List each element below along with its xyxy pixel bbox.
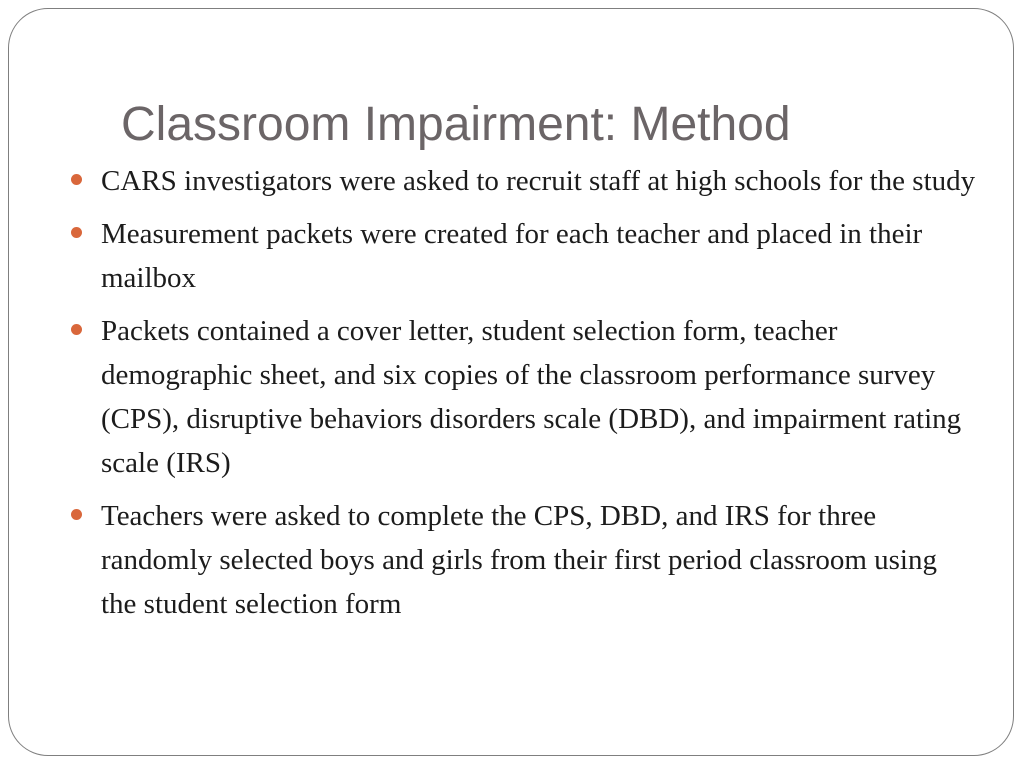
bullet-item	[67, 494, 977, 626]
bullet-dot-icon	[71, 509, 82, 520]
bullet-item	[67, 159, 977, 203]
bullet-text: Packets contained a cover letter, student selection form, teacher demographic sheet, and six copies of the classroom performance survey (CPS), disruptive behaviors disorders scale (DBD), and impairment rating scale (IRS)	[101, 315, 962, 479]
bullet-list	[67, 159, 977, 635]
slide-frame	[8, 8, 1014, 756]
bullet-text: CARS investigators were asked to recruit staff at high schools for the study	[101, 165, 976, 197]
bullet-dot-icon	[71, 174, 82, 185]
bullet-text: Teachers were asked to complete the CPS, DBD, and IRS for three randomly selected boys and girls from their first period classroom using the student selection form	[101, 500, 937, 620]
bullet-dot-icon	[71, 227, 82, 238]
bullet-item	[67, 309, 977, 485]
bullet-item	[67, 212, 977, 300]
bullet-text: Measurement packets were created for each teacher and placed in their mailbox	[101, 218, 923, 294]
slide-title: Classroom Impairment: Method	[121, 98, 791, 151]
bullet-dot-icon	[71, 324, 82, 335]
